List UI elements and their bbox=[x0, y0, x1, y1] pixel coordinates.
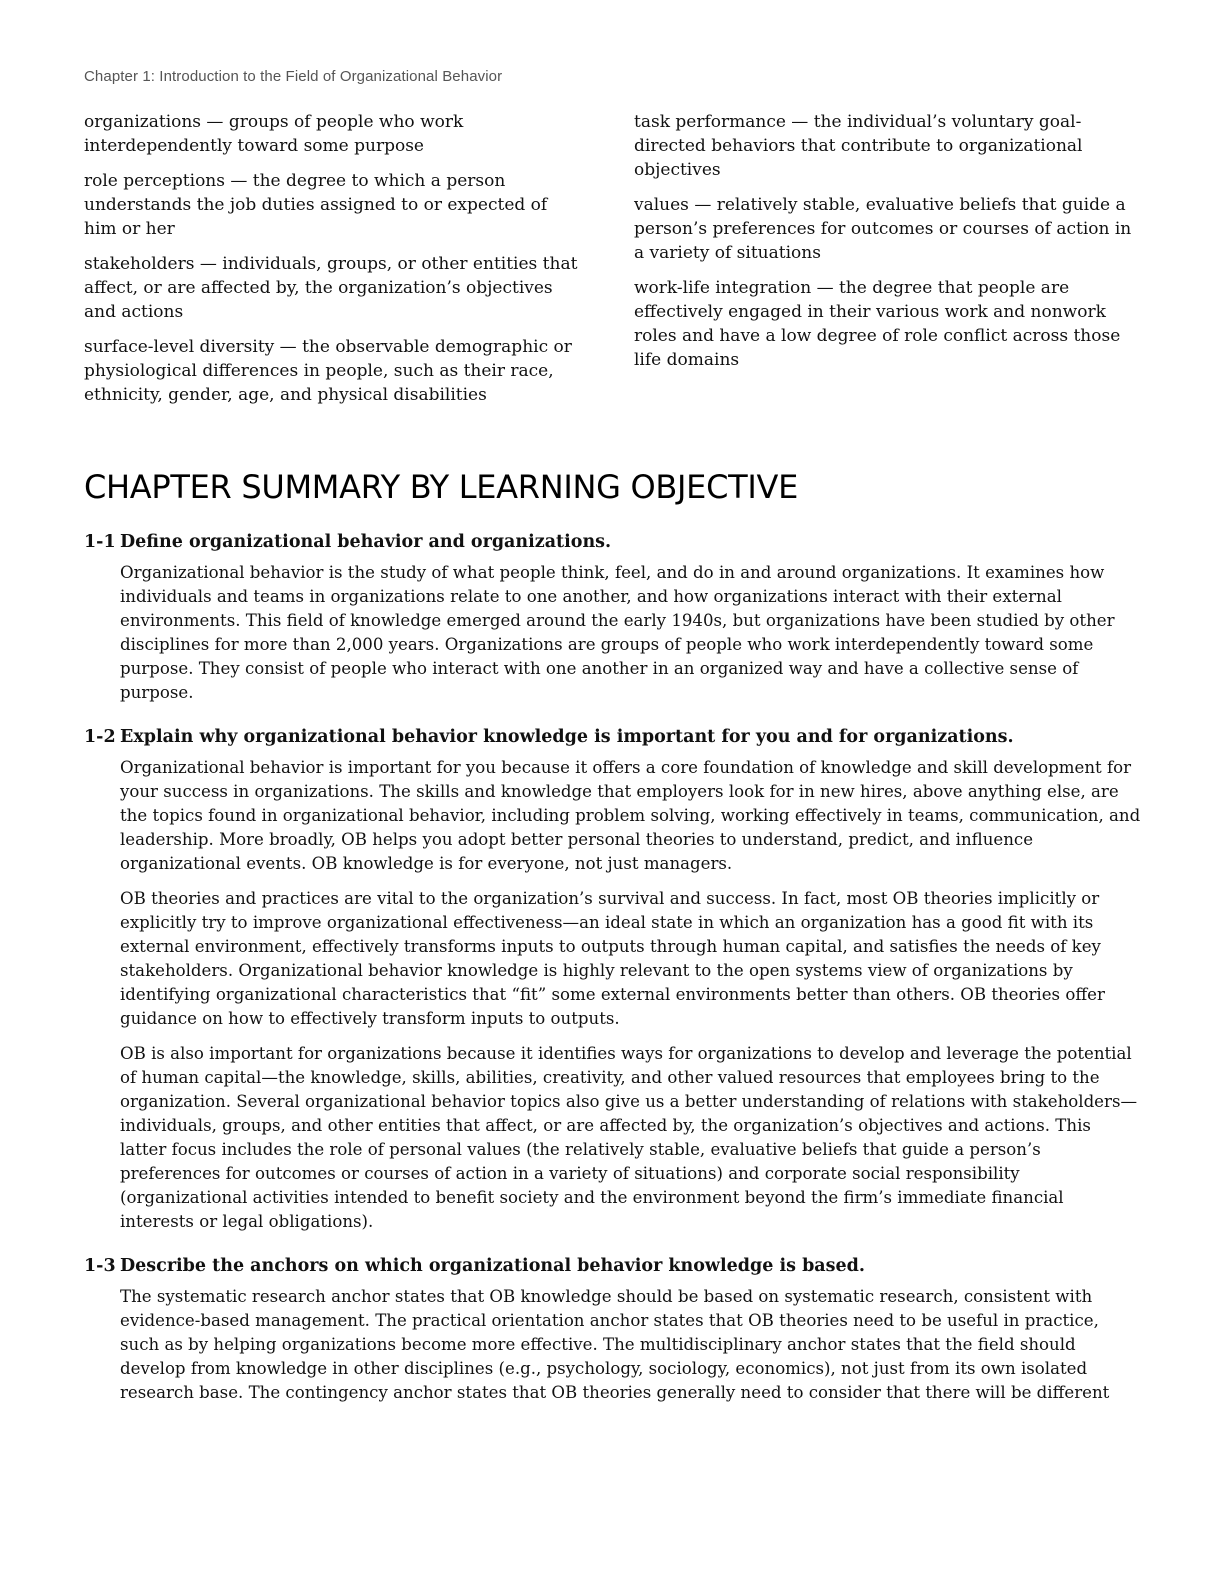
glossary-section bbox=[84, 110, 1134, 418]
glossary-term-surface-level-diversity: surface-level diversity — the observable demographic or physiological differences in people, such as their race, ethnicity, gender, age, and physical disabilities bbox=[84, 337, 572, 405]
objective-title: Describe the anchors on which organizational behavior knowledge is based. bbox=[120, 1256, 865, 1276]
objective-paragraph: The systematic research anchor states that OB knowledge should be based on systematic research, consistent with evidence-based management. The practical orientation anchor states that OB theories need to be useful in practice, such as by helping organizations become more effective. The multidisciplinary anchor states that the field should develop from knowledge in other disciplines (e.g., psychology, sociology, economics), not just from its own isolated research base. The contingency anchor states that OB theories generally need to consider that there will be different bbox=[120, 1287, 1110, 1402]
glossary-column-right bbox=[634, 110, 1134, 418]
objective-paragraph: OB theories and practices are vital to the organization’s survival and success. In fact, most OB theories implicitly or explicitly try to improve organizational effectiveness—an ideal state in which an organization has a good fit with its external environment, effectively transforms inputs to outputs through human capital, and satisfies the needs of key stakeholders. Organizational behavior knowledge is highly relevant to the open systems view of organizations by identifying organizational characteristics that “fit” some external environments better than others. OB theories offer guidance on how to effectively transform inputs to outputs. bbox=[120, 889, 1105, 1028]
objective-body bbox=[120, 756, 1142, 1234]
objective-body bbox=[120, 561, 1142, 705]
objective-1-2 bbox=[84, 724, 1142, 1234]
objective-number: 1-2 bbox=[84, 727, 116, 747]
glossary-term-task-performance: task performance — the individual’s voluntary goal-directed behaviors that contribute to organizational objectives bbox=[634, 112, 1083, 180]
objective-1-1 bbox=[84, 529, 1142, 705]
chapter-summary-title: CHAPTER SUMMARY BY LEARNING OBJECTIVE bbox=[84, 468, 799, 506]
learning-objectives bbox=[84, 529, 1142, 1424]
objective-paragraph: OB is also important for organizations because it identifies ways for organizations to develop and leverage the potential of human capital—the knowledge, skills, abilities, creativity, and other valued resources that employees bring to the organization. Several organizational behavior topics also give us a better understanding of relations with stakeholders—individuals, groups, and other entities that affect, or are affected by, the organization’s objectives and actions. This latter focus includes the role of personal values (the relatively stable, evaluative beliefs that guide a person’s preferences for outcomes or courses of action in a variety of situations) and corporate social responsibility (organizational activities intended to benefit society and the environment beyond the firm’s immediate financial interests or legal obligations). bbox=[120, 1044, 1138, 1231]
objective-number: 1-1 bbox=[84, 532, 116, 552]
objective-heading bbox=[84, 529, 1142, 555]
glossary-term-stakeholders: stakeholders — individuals, groups, or other entities that affect, or are affected by, the organization’s objectives and actions bbox=[84, 254, 578, 322]
running-header: Chapter 1: Introduction to the Field of Organizational Behavior bbox=[84, 68, 503, 85]
objective-number: 1-3 bbox=[84, 1256, 116, 1276]
glossary-term-work-life-integration: work-life integration — the degree that people are effectively engaged in their various work and nonwork roles and have a low degree of role conflict across those life domains bbox=[634, 278, 1121, 370]
objective-title: Define organizational behavior and organizations. bbox=[120, 532, 612, 552]
objective-paragraph: Organizational behavior is the study of what people think, feel, and do in and around organizations. It examines how individuals and teams in organizations relate to one another, and how organizations interact with their external environments. This field of knowledge emerged around the early 1940s, but organizations have been studied by other disciplines for more than 2,000 years. Organizations are groups of people who work interdependently toward some purpose. They consist of people who interact with one another in an organized way and have a collective sense of purpose. bbox=[120, 563, 1115, 702]
glossary-column-left bbox=[84, 110, 582, 418]
glossary-term-values: values — relatively stable, evaluative beliefs that guide a person’s preferences for outcomes or courses of action in a variety of situations bbox=[634, 195, 1132, 263]
objective-title: Explain why organizational behavior knowledge is important for you and for organizations. bbox=[120, 727, 1014, 747]
objective-body bbox=[120, 1285, 1142, 1405]
glossary-term-organizations: organizations — groups of people who work interdependently toward some purpose bbox=[84, 112, 464, 156]
objective-heading bbox=[84, 1253, 1142, 1279]
objective-1-3 bbox=[84, 1253, 1142, 1405]
objective-paragraph: Organizational behavior is important for you because it offers a core foundation of knowledge and skill development for your success in organizations. The skills and knowledge that employers look for in new hires, above anything else, are the topics found in organizational behavior, including problem solving, working effectively in teams, communication, and leadership. More broadly, OB helps you adopt better personal theories to understand, predict, and influence organizational events. OB knowledge is for everyone, not just managers. bbox=[120, 758, 1141, 873]
glossary-term-role-perceptions: role perceptions — the degree to which a person understands the job duties assigned to or expected of him or her bbox=[84, 171, 548, 239]
objective-heading bbox=[84, 724, 1142, 750]
